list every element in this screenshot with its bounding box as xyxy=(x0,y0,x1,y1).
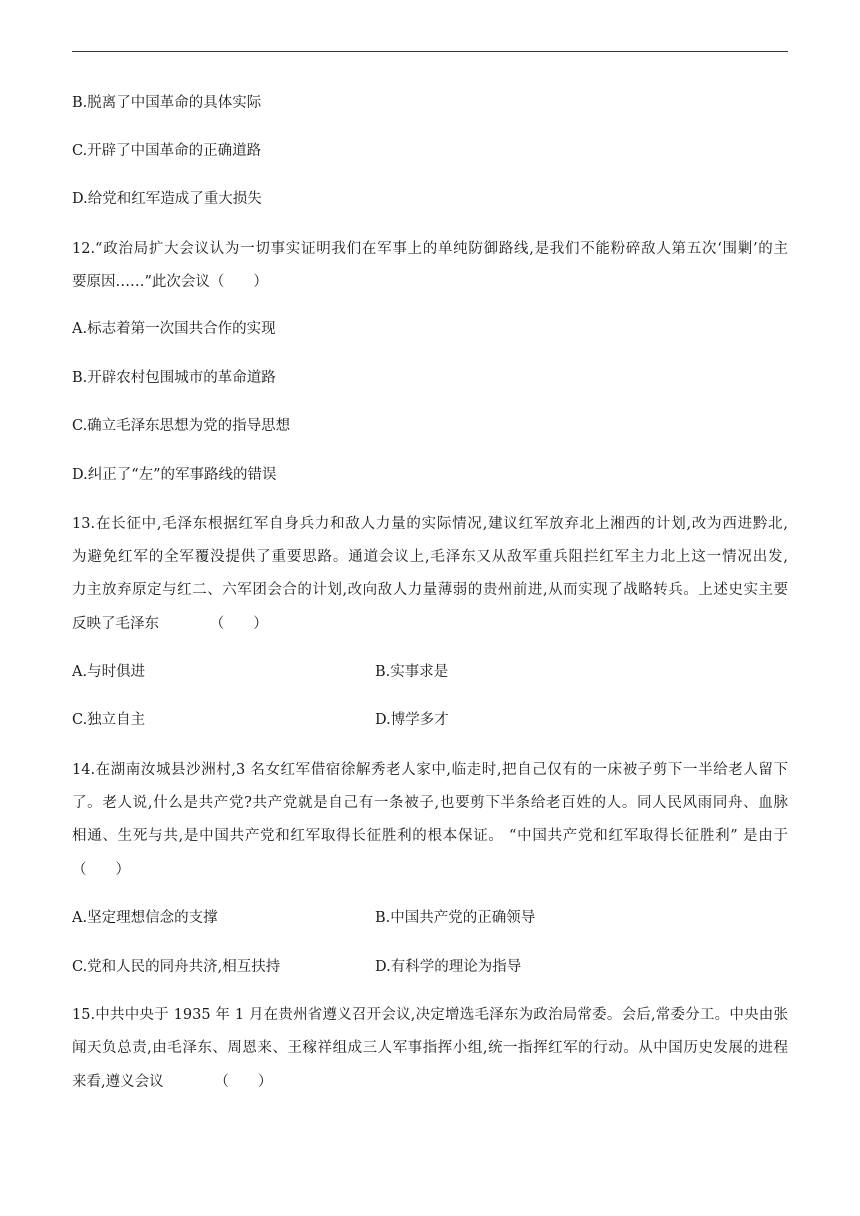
q14-stem-line-1: 14.在湖南汝城县沙洲村,3 名女红军借宿徐解秀老人家中,临走时,把自己仅有的一床被子剪下一半给老人留下 xyxy=(72,762,788,778)
q12-stem-line-2: 要原因……”此次会议（ ） xyxy=(72,274,268,290)
q11-option-c: C.开辟了中国革命的正确道路 xyxy=(72,143,262,159)
q14-stem-line-2: 了。老人说,什么是共产党?共产党就是自己有一条被子,也要剪下半条给老百姓的人。同人民风雨同舟、血脉 xyxy=(72,795,788,811)
q13-stem-line-1: 13.在长征中,毛泽东根据红军自身兵力和敌人力量的实际情况,建议红军放弃北上湘西的计划,改为西进黔北, xyxy=(72,516,788,532)
q14-stem-line-4: （ ） xyxy=(72,862,130,878)
header-divider xyxy=(72,51,788,52)
q12-option-c: C.确立毛泽东思想为党的指导思想 xyxy=(72,418,291,434)
q13-option-a: A.与时俱进 xyxy=(72,664,146,680)
q11-option-b: B.脱离了中国革命的具体实际 xyxy=(72,95,262,111)
q14-option-a: A.坚定理想信念的支撑 xyxy=(72,910,218,926)
q11-option-d: D.给党和红军造成了重大损失 xyxy=(72,191,262,207)
q14-option-b: B.中国共产党的正确领导 xyxy=(375,910,536,926)
q13-stem-line-3: 力主放弃原定与红二、六军团会合的计划,改向敌人力量薄弱的贵州前进,从而实现了战略转兵。上述史实主要 xyxy=(72,582,788,598)
q15-stem-line-2: 闻天负总责,由毛泽东、周恩来、王稼祥组成三人军事指挥小组,统一指挥红军的行动。从中国历史发展的进程 xyxy=(72,1040,788,1056)
q13-stem-line-4: 反映了毛泽东 （ ） xyxy=(72,616,268,632)
q13-stem-line-2: 为避免红军的全军覆没提供了重要思路。通道会议上,毛泽东又从敌军重兵阻拦红军主力北上这一情况出发, xyxy=(72,549,788,565)
q13-option-d: D.博学多才 xyxy=(375,712,449,728)
q12-option-a: A.标志着第一次国共合作的实现 xyxy=(72,321,276,337)
q15-stem-line-3: 来看,遵义会议 （ ） xyxy=(72,1074,273,1090)
q14-option-c: C.党和人民的同舟共济,相互扶持 xyxy=(72,959,281,975)
q12-option-b: B.开辟农村包围城市的革命道路 xyxy=(72,370,276,386)
q14-option-d: D.有科学的理论为指导 xyxy=(375,959,522,975)
q12-option-d: D.纠正了“左”的军事路线的错误 xyxy=(72,467,277,483)
q14-stem-line-3: 相通、生死与共,是中国共产党和红军取得长征胜利的根本保证。 “中国共产党和红军取得长征胜利” 是由于 xyxy=(72,828,788,844)
q13-option-b: B.实事求是 xyxy=(375,664,449,680)
q13-option-c: C.独立自主 xyxy=(72,712,146,728)
q12-stem-line-1: 12.“政治局扩大会议认为一切事实证明我们在军事上的单纯防御路线,是我们不能粉碎敌人第五次‘围剿’的主 xyxy=(72,241,788,257)
q15-stem-line-1: 15.中共中央于 1935 年 1 月在贵州省遵义召开会议,决定增选毛泽东为政治局常委。会后,常委分工。中央由张 xyxy=(72,1007,788,1023)
